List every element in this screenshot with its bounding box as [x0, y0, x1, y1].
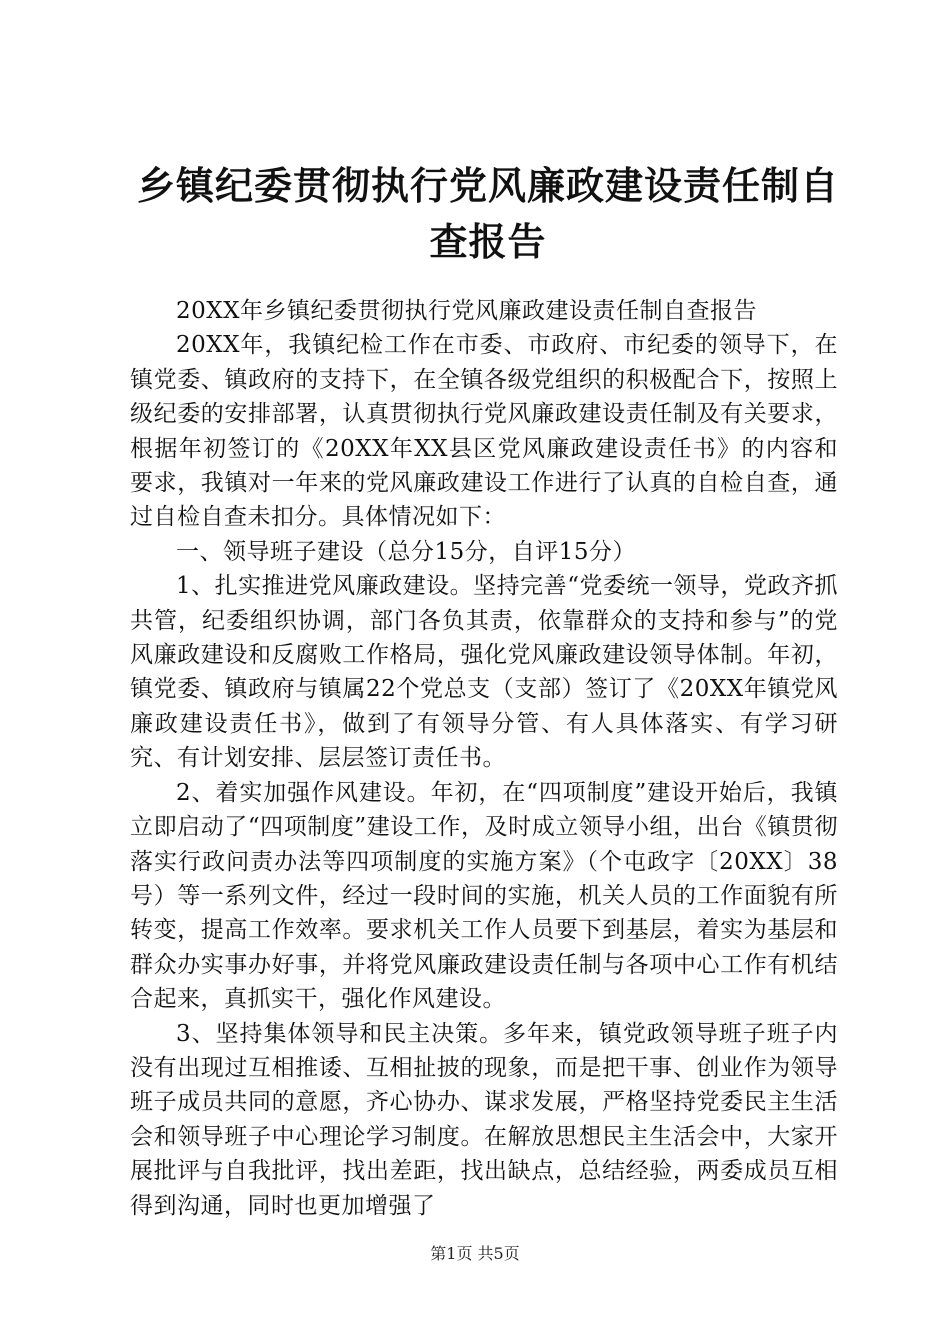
paragraph-item-3: 3、坚持集体领导和民主决策。多年来，镇党政领导班子班子内没有出现过互相推诿、互相扯披的现象，而是把干事、创业作为领导班子成员共同的意愿，齐心协办、谋求发展，严格坚持党委民主生活会和领导班子中心理论学习制度。在解放思想民主生活会中，大家开展批评与自我批评，找出差距，找出缺点，总结经验，两委成员互相得到沟通，同时也更加增强了 [130, 1020, 838, 1219]
document-title: 乡镇纪委贯彻执行党风廉政建设责任制自查报告 [136, 163, 839, 264]
paragraph-item-2: 2、着实加强作风建设。年初，在“四项制度”建设开始后，我镇立即启动了“四项制度”建设工作，及时成立领导小组，出台《镇贯彻落实行政问责办法等四项制度的实施方案》（个屯政字〔20XX〕38号）等一系列文件，经过一段时间的实施，机关人员的工作面貌有所转变，提高工作效率。要求机关工作人员要下到基层，着实为基层和群众办实事办好事，并将党风廉政建设责任制与各项中心工作有机结合起来，真抓实干，强化作风建设。 [130, 779, 838, 1013]
page-number-footer: 第1页 共5页 [430, 1244, 520, 1263]
paragraph-intro: 20XX年，我镇纪检工作在市委、市政府、市纪委的领导下，在镇党委、镇政府的支持下，在全镇各级党组织的积极配合下，按照上级纪委的安排部署，认真贯彻执行党风廉政建设责任制及有关要求，根据年初签订的《20XX年XX县区党风廉政建设责任书》的内容和要求，我镇对一年来的党风廉政建设工作进行了认真的自检自查，通过自检自查未扣分。具体情况如下： [130, 332, 838, 531]
paragraph-item-1: 1、扎实推进党风廉政建设。坚持完善“党委统一领导，党政齐抓共管，纪委组织协调，部门各负其责，依靠群众的支持和参与”的党风廉政建设和反腐败工作格局，强化党风廉政建设领导体制。年初，镇党委、镇政府与镇属22个党总支（支部）签订了《20XX年镇党风廉政建设责任书》，做到了有领导分管、有人具体落实、有学习研究、有计划安排、层层签订责任书。 [130, 573, 838, 772]
document-body [130, 294, 838, 1223]
paragraph-section-heading: 一、领导班子建设（总分15分，自评15分） [176, 538, 637, 565]
paragraph-subtitle: 20XX年乡镇纪委贯彻执行党风廉政建设责任制自查报告 [176, 298, 758, 324]
